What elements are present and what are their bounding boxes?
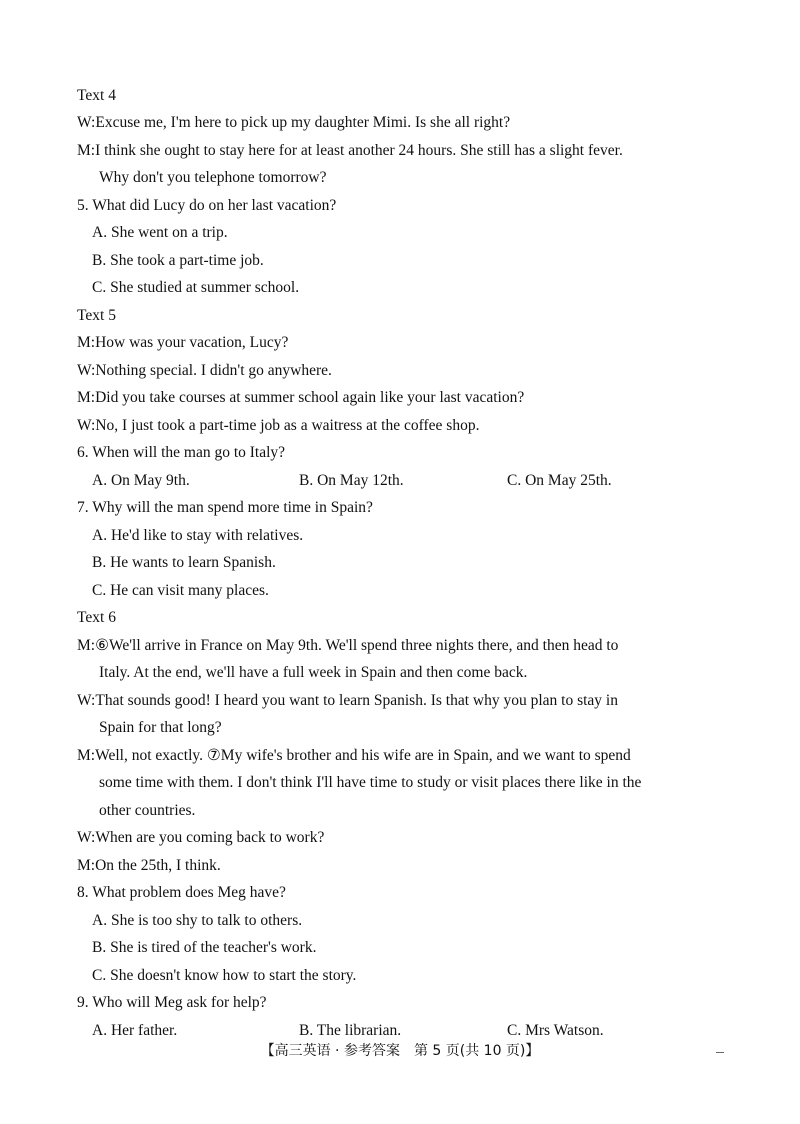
question-5: 5. What did Lucy do on her last vacation? [77,197,337,214]
question-9: 9. Who will Meg ask for help? [77,994,267,1011]
option: A. He'd like to stay with relatives. [92,527,304,544]
option: B. She is tired of the teacher's work. [92,939,317,956]
option: A. On May 9th. [92,472,190,489]
dialogue-line: M:Did you take courses at summer school again like your last vacation? [77,389,525,406]
dialogue-line: W:Excuse me, I'm here to pick up my daughter Mimi. Is she all right? [77,114,511,131]
option: C. She doesn't know how to start the story. [92,967,357,984]
dialogue-line: M:How was your vacation, Lucy? [77,334,289,351]
dialogue-line: W:That sounds good! I heard you want to learn Spanish. Is that why you plan to stay in [77,692,618,709]
option: B. She took a part-time job. [92,252,264,269]
option: A. Her father. [92,1022,178,1039]
option: B. The librarian. [299,1022,402,1039]
dialogue-line: M:⑥We'll arrive in France on May 9th. We'll spend three nights there, and then head to [77,637,619,654]
option: A. She is too shy to talk to others. [92,912,303,929]
dialogue-line: W:No, I just took a part-time job as a waitress at the coffee shop. [77,417,480,434]
dialogue-line: M:On the 25th, I think. [77,857,221,874]
question-8: 8. What problem does Meg have? [77,884,286,901]
dialogue-continuation: Why don't you telephone tomorrow? [99,169,327,186]
dialogue-continuation: some time with them. I don't think I'll have time to study or visit places there like in the [99,774,642,791]
dialogue-continuation: Spain for that long? [99,719,222,736]
option: A. She went on a trip. [92,224,228,241]
option: C. He can visit many places. [92,582,269,599]
dialogue-line: W:When are you coming back to work? [77,829,325,846]
dialogue-line: M:I think she ought to stay here for at least another 24 hours. She still has a slight fever. [77,142,623,159]
option: B. He wants to learn Spanish. [92,554,276,571]
option: B. On May 12th. [299,472,404,489]
option: C. She studied at summer school. [92,279,300,296]
page-footer: 【高三英语 · 参考答案 第 5 页(共 10 页)】 [260,1043,540,1059]
question-7: 7. Why will the man spend more time in Spain? [77,499,373,516]
option: C. Mrs Watson. [507,1022,604,1039]
option: C. On May 25th. [507,472,612,489]
section-heading-text-4: Text 4 [77,87,116,104]
corner-mark [716,1052,724,1053]
section-heading-text-6: Text 6 [77,609,116,626]
dialogue-line: W:Nothing special. I didn't go anywhere. [77,362,332,379]
question-6: 6. When will the man go to Italy? [77,444,286,461]
dialogue-continuation: other countries. [99,802,196,819]
section-heading-text-5: Text 5 [77,307,116,324]
dialogue-line: M:Well, not exactly. ⑦My wife's brother and his wife are in Spain, and we want to spend [77,747,631,764]
dialogue-continuation: Italy. At the end, we'll have a full week in Spain and then come back. [99,664,528,681]
